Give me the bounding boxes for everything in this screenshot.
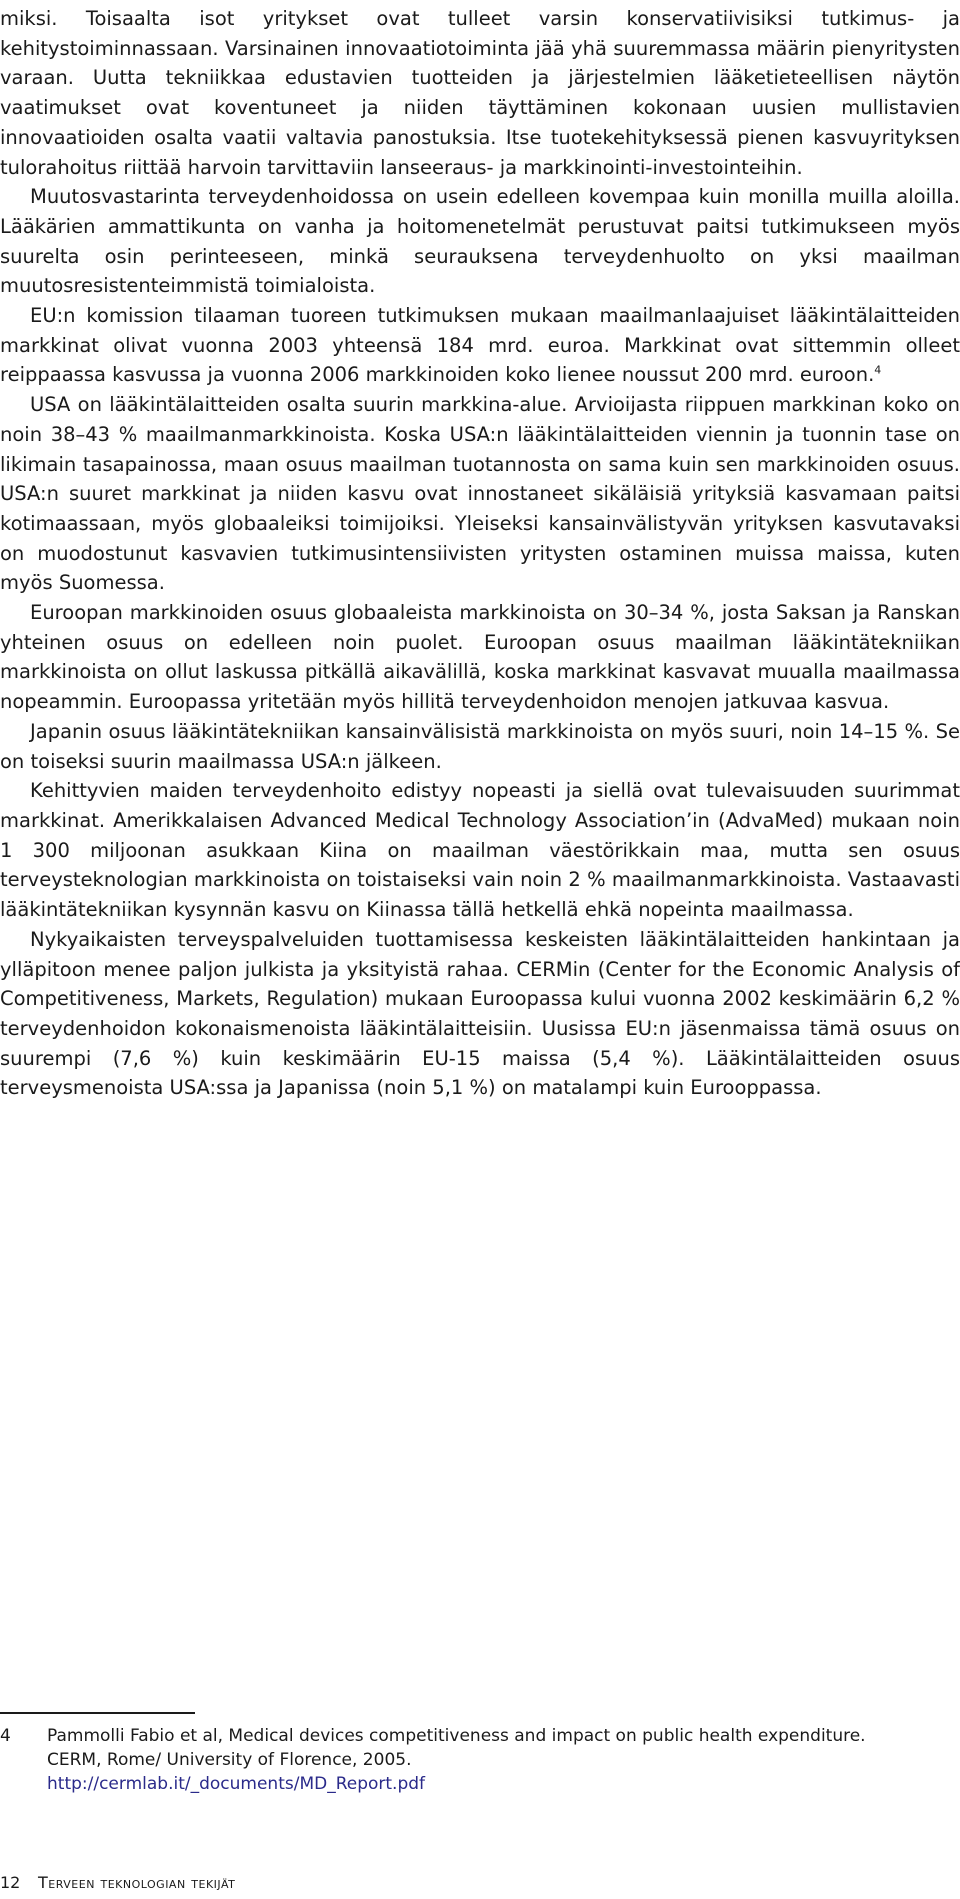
paragraph: miksi. Toisaalta isot yritykset ovat tulleet varsin konservatiivisiksi tutkimus- ja kehitystoiminnassaan. Varsinainen innovaatiotoiminta jää yhä suuremmassa määrin pienyritysten varaan. Uutta tekniikkaa edustavien tuotteiden ja järjestelmien lääketieteellisen näytön vaatimukset ovat koventuneet ja niiden täyttäminen kokonaan uusien mullistavien innovaatioiden osalta vaatii valtavia panostuksia. Itse tuotekehityksessä pienen kasvuyrityksen tulorahoitus riittää harvoin tarvittaviin lanseeraus- ja markkinointi-investointeihin. (0, 7, 960, 179)
paragraph: Euroopan markkinoiden osuus globaaleista markkinoista on 30–34 %, josta Saksan ja Ranskan yhteinen osuus on edelleen noin puolet. Euroopan osuus maailman lääkintätekniikan markkinoista on ollut laskussa pitkällä aikavälillä, koska markkinat kasvavat muualla maailmassa nopeammin. Euroopassa yritetään myös hillitä terveydenhoidon menojen jatkuvaa kasvua. (0, 601, 960, 714)
page-footer (0, 1873, 235, 1893)
running-head: Terveen teknologian tekijät (38, 1873, 236, 1892)
paragraph: Kehittyvien maiden terveydenhoito edistyy nopeasti ja siellä ovat tulevaisuuden suurimmat markkinat. Amerikkalaisen Advanced Medical Technology Association’in (AdvaMed) mukaan noin 1 300 miljoonan asukkaan Kiina on maailman väestörikkain maa, mutta sen osuus terveysteknologian markkinoista on toistaiseksi vain noin 2 % maailmanmarkkinoista. Vastaavasti lääkintätekniikan kysynnän kasvu on Kiinassa tällä hetkellä ehkä nopeinta maailmassa. (0, 779, 960, 922)
paragraph: Muutosvastarinta terveydenhoidossa on usein edelleen kovempaa kuin monilla muilla aloilla. Lääkärien ammattikunta on vanha ja hoitomenetelmät perustuvat paitsi tutkimukseen myös suurelta osin perinteeseen, minkä seurauksena terveydenhuolto on yksi maailman muutosresistenteimmistä toimialoista. (0, 185, 960, 298)
footnote-body (47, 1724, 897, 1796)
footnote-link[interactable]: http://cermlab.it/_documents/MD_Report.pdf (47, 1774, 426, 1794)
footnote-divider (0, 1712, 195, 1714)
paragraph: USA on lääkintälaitteiden osalta suurin markkina-alue. Arvioijasta riippuen markkinan koko on noin 38–43 % maailmanmarkkinoista. Koska USA:n lääkintälaitteiden viennin ja tuonnin tase on likimain tasapainossa, maan osuus maailman tuotannosta on sama kuin sen markkinoiden osuus. USA:n suuret markkinat ja niiden kasvu ovat innostaneet sikäläisiä yrityksiä kasvamaan paitsi kotimaassaan, myös globaaleiksi toimijoiksi. Yleiseksi kansainvälistyvän yrityksen kasvutavaksi on muodostunut kasvavien tutkimusintensiivisten yritysten ostaminen muissa maissa, kuten myös Suomessa. (0, 393, 960, 595)
paragraph (0, 301, 960, 390)
paragraph: Japanin osuus lääkintätekniikan kansainvälisistä markkinoista on myös suuri, noin 14–15 %. Se on toiseksi suurin maailmassa USA:n jälkeen. (0, 719, 960, 773)
page-number: 12 (0, 1873, 21, 1892)
paragraph: Nykyaikaisten terveyspalveluiden tuottamisessa keskeisten lääkintälaitteiden hankintaan ja ylläpitoon menee paljon julkista ja yksityistä rahaa. CERMin (Center for the Economic Analysis of Competitiveness, Markets, Regulation) mukaan Euroopassa kului vuonna 2002 keskimäärin 6,2 % terveydenhoidon kokonaismenoista lääkintälaitteisiin. Uusissa EU:n jäsenmaissa tämä osuus on suurempi (7,6 %) kuin keskimäärin EU-15 maissa (5,4 %). Lääkintälaitteiden osuus terveysmenoista USA:ssa ja Japanissa (noin 5,1 %) on matalampi kuin Eurooppassa. (0, 927, 960, 1100)
footnote-number: 4 (0, 1726, 11, 1746)
footnote-text: Pammolli Fabio et al, Medical devices competitiveness and impact on public health expenditure. CERM, Rome/ University of Florence, 2005. (47, 1726, 866, 1770)
footnote-reference[interactable]: 4 (874, 363, 882, 377)
body-text (0, 4, 960, 1103)
paragraph-text: EU:n komission tilaaman tuoreen tutkimuksen mukaan maailmanlaajuiset lääkintälaitteiden markkinat olivat vuonna 2003 yhteensä 184 mrd. euroa. Markkinat ovat sittemmin olleet reippaassa kasvussa ja vuonna 2006 markkinoiden koko lienee noussut 200 mrd. euroon. (0, 304, 960, 387)
